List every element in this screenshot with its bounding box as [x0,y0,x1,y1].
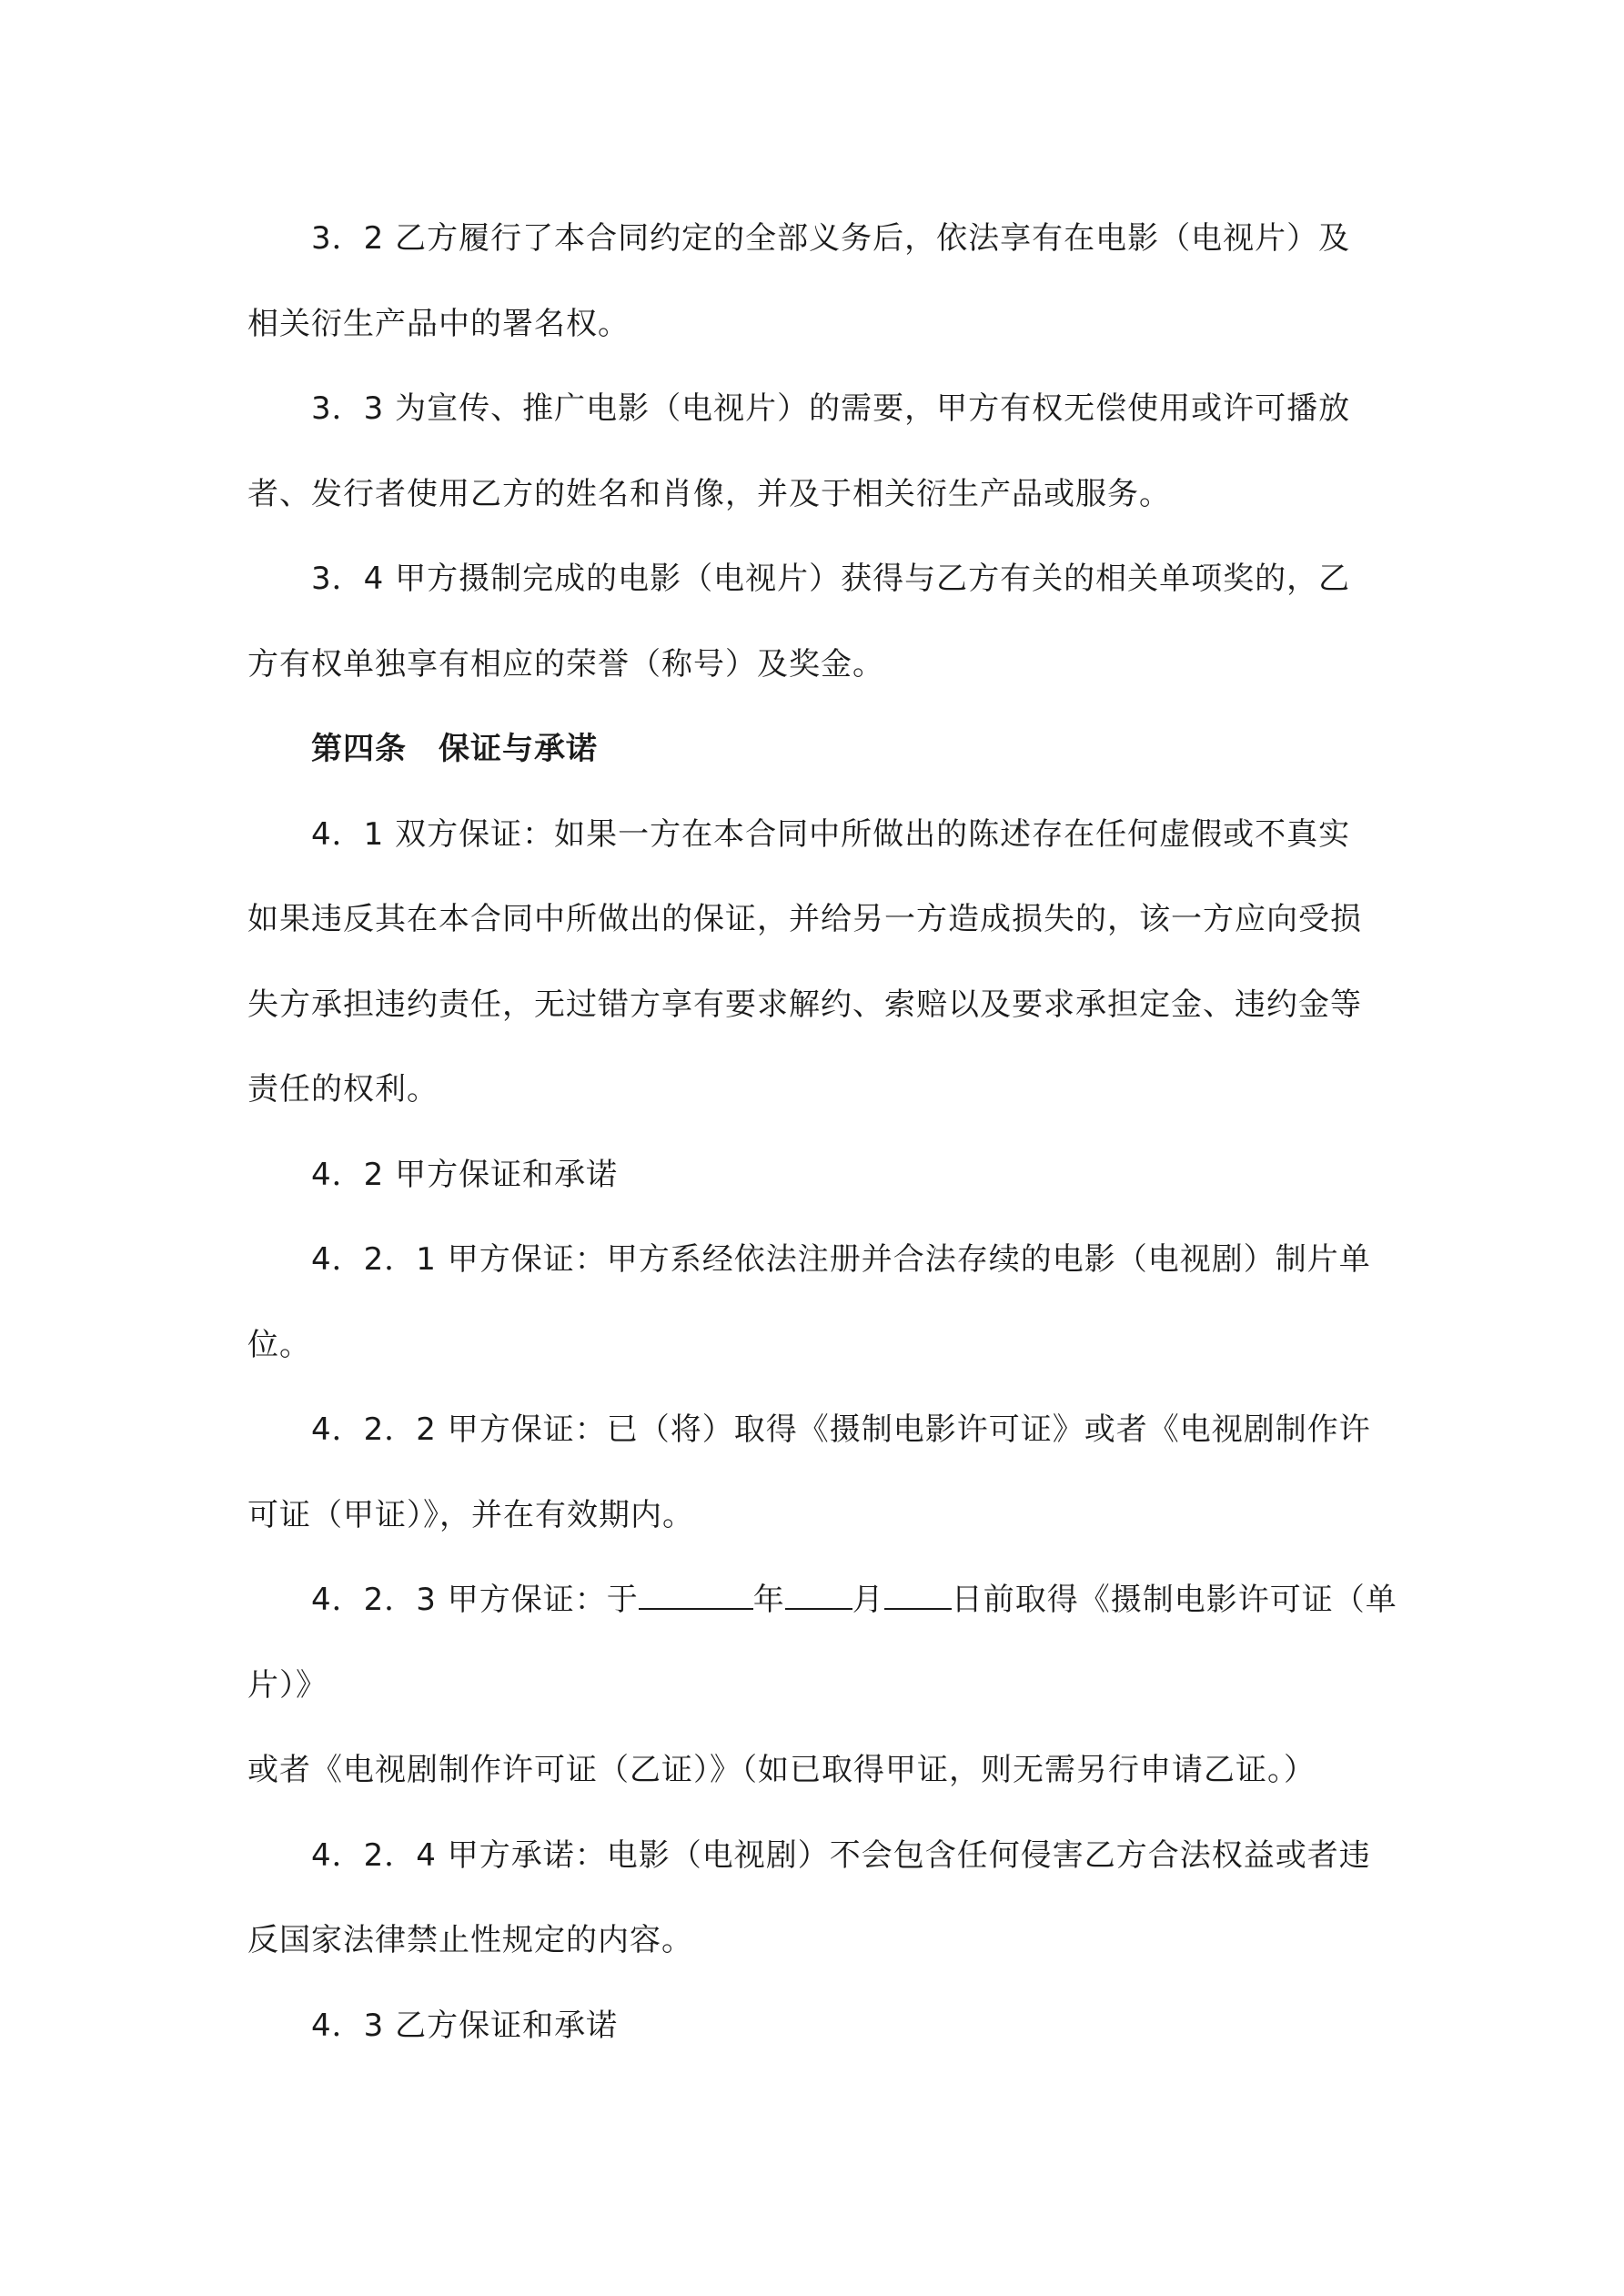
clause-3-3-line-1: 3．3 为宣传、推广电影（电视片）的需要，甲方有权无偿使用或许可播放 [311,390,1351,427]
day-blank [884,1581,952,1610]
clause-4-2-heading: 4．2 甲方保证和承诺 [311,1157,619,1193]
year-label: 年 [752,1582,785,1618]
clause-4-2-3-suffix: 日前取得《摄制电影许可证（单 [951,1582,1397,1618]
clause-4-2-4-line-1: 4．2．4 甲方承诺：电影（电视剧）不会包含任何侵害乙方合法权益或者违 [311,1837,1371,1874]
clause-4-2-2-line-2: 可证（甲证）》，并在有效期内。 [247,1497,694,1533]
clause-3-4-line-1: 3．4 甲方摄制完成的电影（电视片）获得与乙方有关的相关单项奖的，乙 [311,561,1351,597]
clause-4-3-heading: 4．3 乙方保证和承诺 [311,2008,619,2044]
clause-3-3-line-2: 者、发行者使用乙方的姓名和肖像，并及于相关衍生产品或服务。 [247,476,1171,512]
clause-4-1-line-3: 失方承担违约责任，无过错方享有要求解约、索赔以及要求承担定金、违约金等 [247,986,1362,1023]
clause-3-4-line-2: 方有权单独享有相应的荣誉（称号）及奖金。 [247,646,884,683]
clause-4-2-2-line-1: 4．2．2 甲方保证：已（将）取得《摄制电影许可证》或者《电视剧制作许 [311,1411,1371,1448]
month-blank [785,1581,852,1610]
clause-4-2-3-line-1 [311,1580,1397,1620]
clause-4-2-3-line-3: 或者《电视剧制作许可证（乙证）》（如已取得甲证，则无需另行申请乙证。） [247,1752,1316,1788]
clause-4-2-3-prefix: 4．2．3 甲方保证：于 [311,1582,639,1618]
clause-4-2-1-line-1: 4．2．1 甲方保证：甲方系经依法注册并合法存续的电影（电视剧）制片单 [311,1241,1371,1278]
clause-4-1-line-1: 4．1 双方保证：如果一方在本合同中所做出的陈述存在任何虚假或不真实 [311,816,1351,853]
article-4-heading: 第四条 保证与承诺 [311,731,598,767]
clause-4-1-line-2: 如果违反其在本合同中所做出的保证，并给另一方造成损失的，该一方应向受损 [247,901,1362,937]
clause-4-2-3-line-2: 片）》 [247,1667,328,1704]
year-blank [639,1581,753,1610]
clause-3-2-line-1: 3．2 乙方履行了本合同约定的全部义务后，依法享有在电影（电视片）及 [311,220,1351,257]
month-label: 月 [852,1582,884,1618]
clause-3-2-line-2: 相关衍生产品中的署名权。 [247,306,630,342]
clause-4-2-1-line-2: 位。 [247,1327,311,1363]
clause-4-2-4-line-2: 反国家法律禁止性规定的内容。 [247,1922,693,1958]
clause-4-1-line-4: 责任的权利。 [247,1071,439,1108]
